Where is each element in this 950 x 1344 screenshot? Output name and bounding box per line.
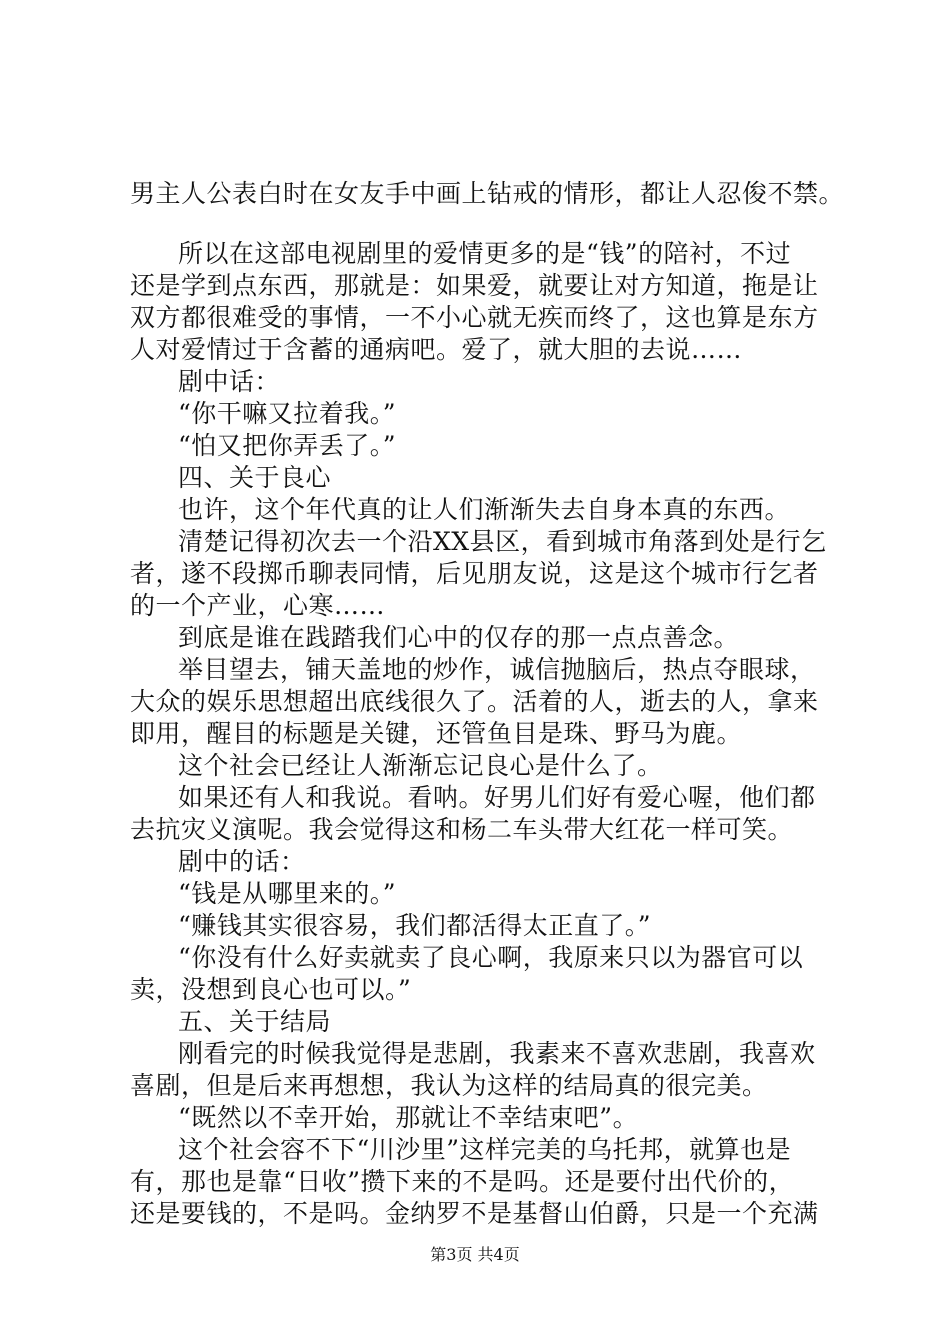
text-line: 者，遂不段掷币聊表同情，后见朋友说，这是这个城市行乞者 (130, 559, 819, 588)
text-line: “赚钱其实很容易，我们都活得太正直了。” (178, 911, 652, 940)
text-line: 剧中话： (178, 367, 281, 396)
text-line: 这个社会容不下“川沙里”这样完美的乌托邦，就算也是 (178, 1135, 792, 1164)
text-line: 双方都很难受的事情，一不小心就无疾而终了，这也算是东方 (130, 303, 819, 332)
text-line: 所以在这部电视剧里的爱情更多的是“钱”的陪衬，不过 (178, 239, 792, 268)
text-line: 有，那也是靠“日收”攒下来的不是吗。还是要付出代价的， (130, 1167, 795, 1196)
text-line: “你干嘛又拉着我。” (178, 399, 397, 428)
text-line: “你没有什么好卖就卖了良心啊，我原来只以为器官可以 (178, 943, 804, 972)
text-line: 还是要钱的，不是吗。金纳罗不是基督山伯爵，只是一个充满 (130, 1199, 819, 1228)
text-line: 去抗灾义演呢。我会觉得这和杨二车头带大红花一样可笑。 (130, 815, 794, 844)
text-line: 如果还有人和我说。看呐。好男儿们好有爱心喔，他们都 (178, 783, 816, 812)
section-heading: 四、关于良心 (178, 463, 332, 492)
text-line: 清楚记得初次去一个沿XX县区，看到城市角落到处是行乞 (178, 527, 827, 556)
text-line: 男主人公表白时在女友手中画上钻戒的情形，都让人忍俊不禁。 (130, 179, 845, 208)
text-line: 剧中的话： (178, 847, 306, 876)
text-line: 刚看完的时候我觉得是悲剧，我素来不喜欢悲剧，我喜欢 (178, 1039, 816, 1068)
text-line: 这个社会已经让人渐渐忘记良心是什么了。 (178, 751, 663, 780)
text-line: 人对爱情过于含蓄的通病吧。爱了，就大胆的去说…… (130, 335, 743, 364)
section-heading: 五、关于结局 (178, 1007, 332, 1036)
text-line: 的一个产业，心寒…… (130, 591, 386, 620)
text-line: 举目望去，铺天盖地的炒作，诚信抛脑后，热点夺眼球， (178, 655, 816, 684)
text-line: 即用，醒目的标题是关键，还管鱼目是珠、野马为鹿。 (130, 719, 743, 748)
text-line: “既然以不幸开始，那就让不幸结束吧”。 (178, 1103, 639, 1132)
text-line: 大众的娱乐思想超出底线很久了。活着的人，逝去的人，拿来 (130, 687, 819, 716)
text-line: 卖，没想到良心也可以。” (130, 975, 412, 1004)
text-line: 也许，这个年代真的让人们渐渐失去自身本真的东西。 (178, 495, 791, 524)
text-line: “钱是从哪里来的。” (178, 879, 397, 908)
page-footer: 第3页 共4页 (430, 1245, 520, 1264)
text-line: 还是学到点东西，那就是：如果爱，就要让对方知道，拖是让 (130, 271, 819, 300)
text-line: 到底是谁在践踏我们心中的仅存的那一点点善念。 (178, 623, 740, 652)
text-line: 喜剧，但是后来再想想，我认为这样的结局真的很完美。 (130, 1071, 768, 1100)
text-line: “怕又把你弄丢了。” (178, 431, 397, 460)
